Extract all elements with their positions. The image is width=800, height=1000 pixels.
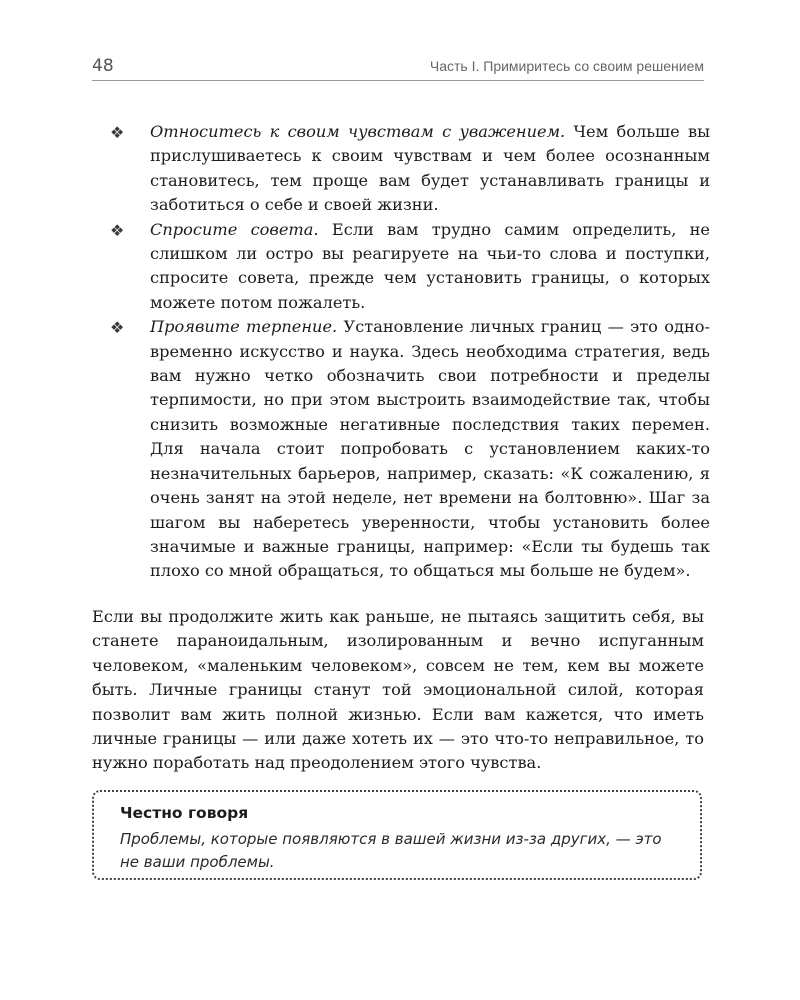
bullet-item-be-patient [110, 315, 710, 583]
bullet-lead: Проявите терпение. [150, 317, 338, 337]
bullet-text: Если вам трудно самим определить, не слишком ли остро вы реагируете на чьи-то слова и поступки, спросите совета, прежде чем установить границы, о которых можете потом пожалеть. [150, 219, 711, 312]
running-head [92, 52, 704, 81]
callout-title: Честно говоря [120, 804, 249, 822]
bullet-lead: Спросите совета. [150, 219, 319, 239]
body-paragraph: Если вы продолжите жить как раньше, не пытаясь защитить себя, вы станете параноидальным, изолированным и вечно испуганным человеком, «маленьким человеком», совсем не тем, кем вы можете быть. Личные границы станут той эмоциональной силой, которая позволит вам жить полной жизнью. Если вам кажется, что иметь личные границы — или даже хотеть их — это что-то неправильное, то нужно поработать над преодолением этого чувства. [92, 607, 704, 773]
bullet-item-respect-feelings [110, 120, 710, 218]
page-number: 48 [92, 56, 114, 76]
bullet-text: Установление личных границ — это одновременно искусство и наука. Здесь необходима стратегия, ведь вам нужно четко обозначить свои потребности и пределы терпимости, но при этом выстроить взаимодействие так, чтобы снизить возможные негативные последствия таких перемен. Для начала стоит попробовать с установлением каких-то незначительных барьеров, например, сказать: «К сожалению, я очень занят на этой неделе, нет времени на болтовню». Шаг за шагом вы наберетесь уверенности, чтобы установить более значимые и важные границы, например: «Если ты будешь так плохо со мной обращаться, то общаться мы больше не будем». [150, 317, 710, 581]
callout-box [92, 790, 702, 880]
bullet-list [110, 120, 710, 584]
diamond-bullet-icon: ❖ [110, 318, 125, 338]
bullet-item-ask-advice [110, 218, 710, 316]
diamond-bullet-icon: ❖ [110, 220, 125, 240]
chapter-title: Часть I. Примиритесь со своим решением [429, 58, 704, 74]
diamond-bullet-icon: ❖ [110, 123, 125, 142]
callout-text: Проблемы, которые появляются в вашей жизни из-за других, — это не ваши проблемы. [120, 830, 662, 871]
bullet-lead: Относитесь к своим чувствам с уважением. [150, 122, 566, 141]
bullet-text: Чем больше вы прислушиваетесь к своим чувствам и чем более осознанным становитесь, тем проще вам будет устанавливать границы и заботиться о себе и своей жизни. [150, 122, 710, 215]
